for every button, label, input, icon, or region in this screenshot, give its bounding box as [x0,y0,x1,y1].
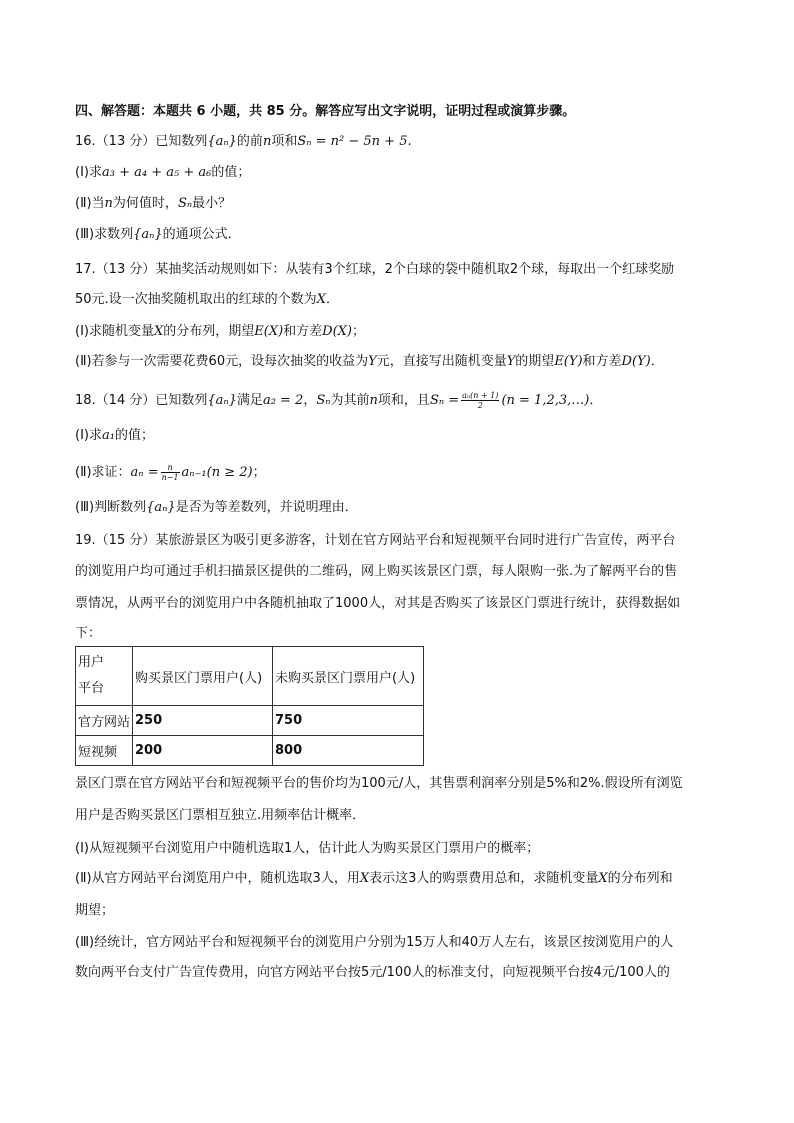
q19-part3-line2: 数向两平台支付广告宣传费用，向官方网站平台按5元/100人的标准支付，向短视频平台按4元/100人的 [75,965,670,980]
q19-stem-line3: 票情况，从两平台的浏览用户中各随机抽取了1000人，对其是否购买了该景区门票进行统计，获得数据如 [75,596,681,611]
q17-text: 的期望 [515,354,555,369]
q17-text: 元，直接写出随机变量 [376,354,507,369]
table-header-row [76,647,424,706]
q16-sequence: {aₙ} [207,134,237,149]
q16-formula: Sₙ = n² − 5n + 5. [297,134,412,149]
table-cell-not-bought: 750 [273,706,424,736]
q19-stem-line4: 下： [75,626,102,641]
q18-text: ， [303,393,317,408]
q17-text: 的分布列，期望 [163,324,255,339]
q18-fraction [461,391,499,410]
q16-text: 的前 [236,134,263,149]
q19-data-table [75,646,424,766]
q18-frac-num: aₙ(n + 1) [462,391,499,400]
q18-frac-den: 2 [477,401,483,410]
q19-after-line2: 用户是否购买景区门票相互独立.用频率估计概率． [75,808,366,823]
q18-a2: a₂ = 2 [262,393,304,408]
q19-text: 的分布列和 [607,871,673,886]
table-cell-not-bought: 800 [273,736,424,766]
q17-text: 和方差 [283,324,323,339]
table-row [76,736,424,766]
q17-ex: E(X) [254,324,284,339]
q18-text: ． [589,393,603,408]
q16-part2-mid: 为何值时， [112,196,178,211]
table-header-cell: 未购买景区门票用户(人) [273,647,424,706]
q17-stem-line2 [75,292,339,308]
q18-part2 [75,463,266,482]
q19-part3-line1: (Ⅲ)经统计，官方网站平台和短视频平台的浏览用户分别为15万人和40万人左右，该景区按浏览用户的人 [75,935,674,950]
q18-text: 的值； [114,428,154,443]
q19-part1: (Ⅰ)从短视频平台浏览用户中随机选取1人，估计此人为购买景区门票用户的概率； [75,841,540,856]
q19-text: 表示这3人的购票费用总和，求随机变量 [369,871,599,886]
q17-stem-line1: 17.（13 分）某抽奖活动规则如下：从装有3个红球，2个白球的袋中随机取2个球，每取出一个红球奖励 [75,262,675,277]
q16-part3-tail: 的通项公式． [162,227,241,242]
q16-part2 [75,196,231,212]
table-cell-bought: 250 [133,706,273,736]
q17-text: ． [325,292,339,307]
q17-part1 [75,324,365,340]
q17-var-x: X [153,324,164,339]
q16-part2-tail: 最小？ [192,196,232,211]
table-row [76,706,424,736]
q18-text: 满足 [236,393,263,408]
q19-stem-line1: 19.（15 分）某旅游景区为吸引更多游客，计划在官方网站平台和短视频平台同时进行广告宣传，两平台 [75,533,676,548]
q18-text: 是否为等差数列，并说明理由． [175,500,358,515]
table-cell-platform: 官方网站 [76,706,133,736]
corner-top-label: 用户 [78,655,105,670]
q18-part3-seq: {aₙ} [146,500,176,515]
q18-cond: (n = 1,2,3,…) [501,393,590,408]
q19-stem-line2: 的浏览用户均可通过手机扫描景区提供的二维码，网上购买该景区门票，每人限购一张.为了解两平台的售 [75,564,678,579]
q19-var-x: X [359,871,370,886]
q18-sequence: {aₙ} [207,393,237,408]
q18-text: 18.（14 分）已知数列 [75,393,208,408]
q17-text: ． [650,354,664,369]
q16-part3-label: (Ⅲ)求数列 [75,227,134,242]
table-corner-cell [76,647,133,706]
q18-part3 [75,500,358,516]
q17-text: (Ⅱ)若参与一次需要花费60元，设每次抽奖的收益为 [75,354,369,369]
q18-text: 为其前 [330,393,370,408]
q18-part2-lhs: aₙ = [130,465,159,480]
q18-part1-label: (Ⅰ)求 [75,428,102,443]
q16-part3 [75,227,241,243]
table-cell-platform: 短视频 [76,736,133,766]
q18-a1: a₁ [101,428,115,443]
q19-after-line1: 景区门票在官方网站平台和短视频平台的售价均为100元/人，其售票利润率分别是5%和2%.假设所有浏览 [75,776,683,791]
q16-part1-label: (Ⅰ)求 [75,165,102,180]
q16-part3-seq: {aₙ} [133,227,163,242]
q19-part2 [75,871,673,887]
q18-sn: Sₙ [316,393,331,408]
q17-var-y: Y [506,354,516,369]
q18-part2-rhs: aₙ₋₁(n ≥ 2) [181,465,253,480]
q17-text: ； [352,324,366,339]
q17-part2 [75,354,664,370]
q16-text: 项和 [271,134,298,149]
q16-part2-n: n [104,196,113,211]
corner-bottom-label: 平台 [78,681,105,696]
q17-dx: D(X) [322,324,352,339]
q19-var-x: X [598,871,608,886]
table-cell-bought: 200 [133,736,273,766]
q16-part1-tail: 的值； [211,165,251,180]
q16-stem [75,134,412,150]
q18-part2-label: (Ⅱ)求证： [75,465,131,480]
q16-part1 [75,165,250,181]
q18-text: ； [252,465,266,480]
q17-var-x: X [316,292,326,307]
q17-ey: E(Y) [554,354,583,369]
q17-part1-label: (Ⅰ)求随机变量 [75,324,154,339]
q18-part3-label: (Ⅲ)判断数列 [75,500,147,515]
q17-var-y: Y [368,354,377,369]
q17-text: 50元.设一次抽奖随机取出的红球的个数为 [75,292,317,307]
q18-part2-den: n−1 [161,473,179,482]
q18-part2-num: n [161,463,180,473]
q19-part2-line2: 期望； [75,903,115,918]
q16-part2-s: Sₙ [177,196,193,211]
q19-text: (Ⅱ)从官方网站平台浏览用户中，随机选取3人，用 [75,871,360,886]
q18-part2-fraction [161,463,180,482]
q18-text: 项和，且 [377,393,430,408]
q18-var-n: n [369,393,378,408]
q18-part1 [75,428,154,444]
section-heading: 四、解答题：本题共 6 小题，共 85 分。解答应写出文字说明，证明过程或演算步骤。 [75,104,576,119]
q18-stem [75,391,602,410]
q16-part2-label: (Ⅱ)当 [75,196,105,211]
q17-dy: D(Y) [621,354,651,369]
q16-var-n: n [262,134,272,149]
q16-text: 16.（13 分）已知数列 [75,134,208,149]
q17-text: 和方差 [582,354,622,369]
q16-part1-expr: a₃ + a₄ + a₅ + a₆ [101,165,212,180]
q18-lhs: Sₙ = [429,393,460,408]
table-header-cell: 购买景区门票用户(人) [133,647,273,706]
